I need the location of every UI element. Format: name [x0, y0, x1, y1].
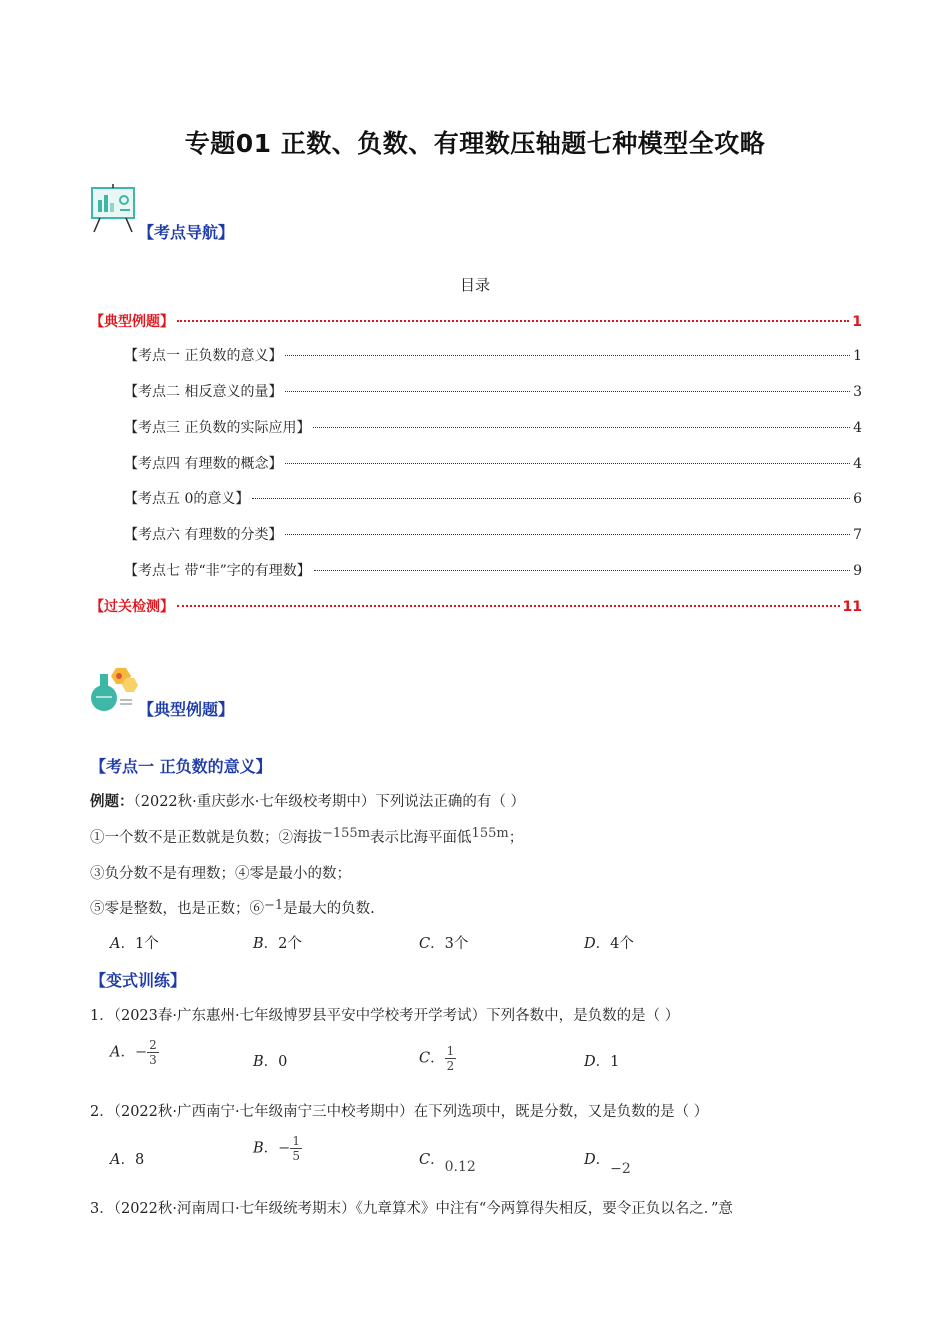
option-c[interactable]: C．3个 [419, 936, 469, 952]
variant-heading: 【变式训练】 [90, 971, 187, 990]
topic-heading: 【考点一 正负数的意义】 [90, 757, 272, 776]
option-a[interactable]: A．1个 [110, 936, 159, 952]
option-d[interactable]: D．−2 [584, 1152, 631, 1177]
presentation-board-icon [90, 182, 140, 236]
toc-page: 11 [842, 599, 862, 615]
math-expression: −1 [264, 898, 284, 913]
fraction: $\frac{2}{3}$ [149, 1038, 157, 1067]
toc-label: 【考点三 正负数的实际应用】 [124, 420, 311, 436]
toc-row[interactable] [90, 596, 862, 616]
option-d[interactable]: D．1 [584, 1054, 620, 1070]
toc-label: 【考点七 带“非”字的有理数】 [124, 563, 311, 579]
statement-text: ； [508, 830, 524, 846]
question-text: （2023春·广东惠州·七年级博罗县平安中学校考开学考试）下列各数中，是负数的是（ ） [113, 1008, 680, 1024]
toc-row[interactable] [124, 345, 862, 365]
toc-label: 【典型例题】 [90, 314, 174, 330]
statement-text: ⑤零是整数，也是正数；⑥ [90, 901, 264, 917]
nav-heading: 【考点导航】 [138, 223, 235, 242]
section-heading: 【典型例题】 [138, 700, 235, 719]
toc-heading: 目录 [459, 276, 490, 294]
toc-page: 7 [853, 527, 862, 543]
toc-row[interactable] [124, 524, 862, 544]
option-b[interactable]: B．0 [253, 1054, 288, 1070]
fraction: $\frac{1}{2}$ [446, 1044, 455, 1073]
question-3 [90, 1197, 733, 1218]
fraction: $\frac{1}{5}$ [292, 1134, 300, 1163]
toc-page: 1 [853, 348, 862, 364]
page-title: 专题01 正数、负数、有理数压轴题七种模型全攻略 [184, 129, 766, 158]
example-source: （2022秋·重庆彭水·七年级校考期中）下列说法正确的有（ ） [133, 794, 525, 810]
chemistry-flask-icon [88, 664, 138, 714]
math-expression: 155m [471, 826, 509, 841]
toc-label: 【考点二 相反意义的量】 [124, 384, 283, 400]
toc-page: 1 [852, 314, 862, 330]
toc-row[interactable] [124, 560, 862, 580]
toc-row[interactable] [90, 311, 862, 331]
toc-page: 6 [853, 491, 862, 507]
question-text: （2022秋·广西南宁·七年级南宁三中校考期中）在下列选项中，既是分数，又是负数的是（ ） [113, 1104, 709, 1120]
example-line [90, 826, 523, 847]
toc-label: 【过关检测】 [90, 599, 174, 615]
option-a[interactable]: A．8 [110, 1152, 145, 1168]
math-expression: −155m [322, 826, 371, 841]
question-number: 2． [90, 1104, 114, 1120]
question-1 [90, 1004, 679, 1025]
example-line: ③负分数不是有理数；④零是最小的数； [90, 866, 351, 882]
toc-page: 9 [853, 563, 862, 579]
toc-page: 4 [853, 456, 862, 472]
question-number: 3． [90, 1201, 114, 1217]
example-line [90, 790, 525, 811]
toc-row[interactable] [124, 417, 862, 437]
statement-text: ①一个数不是正数就是负数；②海拔 [90, 830, 322, 846]
option-b[interactable]: B．2个 [253, 936, 302, 952]
option-c[interactable]: C．0.12 [419, 1152, 476, 1175]
toc-row[interactable] [124, 381, 862, 401]
question-number: 1． [90, 1008, 114, 1024]
toc-page: 4 [853, 420, 862, 436]
toc-label: 【考点五 0的意义】 [124, 491, 250, 507]
toc-label: 【考点六 有理数的分类】 [124, 527, 283, 543]
option-d[interactable]: D．4个 [584, 936, 634, 952]
toc-page: 3 [853, 384, 862, 400]
example-line [90, 897, 375, 918]
statement-text: 表示比海平面低 [370, 830, 472, 846]
question-text: （2022秋·河南周口·七年级统考期末）《九章算术》中注有“今两算得失相反，要令正负以名之．”意 [113, 1201, 733, 1217]
statement-text: 是最大的负数. [283, 901, 375, 917]
option-c[interactable]: C． $\frac{1}{2}$ [419, 1044, 455, 1073]
toc-label: 【考点一 正负数的意义】 [124, 348, 283, 364]
toc-row[interactable] [124, 488, 862, 508]
option-b[interactable]: B．− $\frac{1}{5}$ [253, 1134, 300, 1163]
question-2 [90, 1100, 708, 1121]
option-a[interactable]: A．− $\frac{2}{3}$ [110, 1038, 157, 1067]
toc-label: 【考点四 有理数的概念】 [124, 456, 283, 472]
example-label: 例题： [90, 794, 134, 810]
toc-row[interactable] [124, 453, 862, 473]
